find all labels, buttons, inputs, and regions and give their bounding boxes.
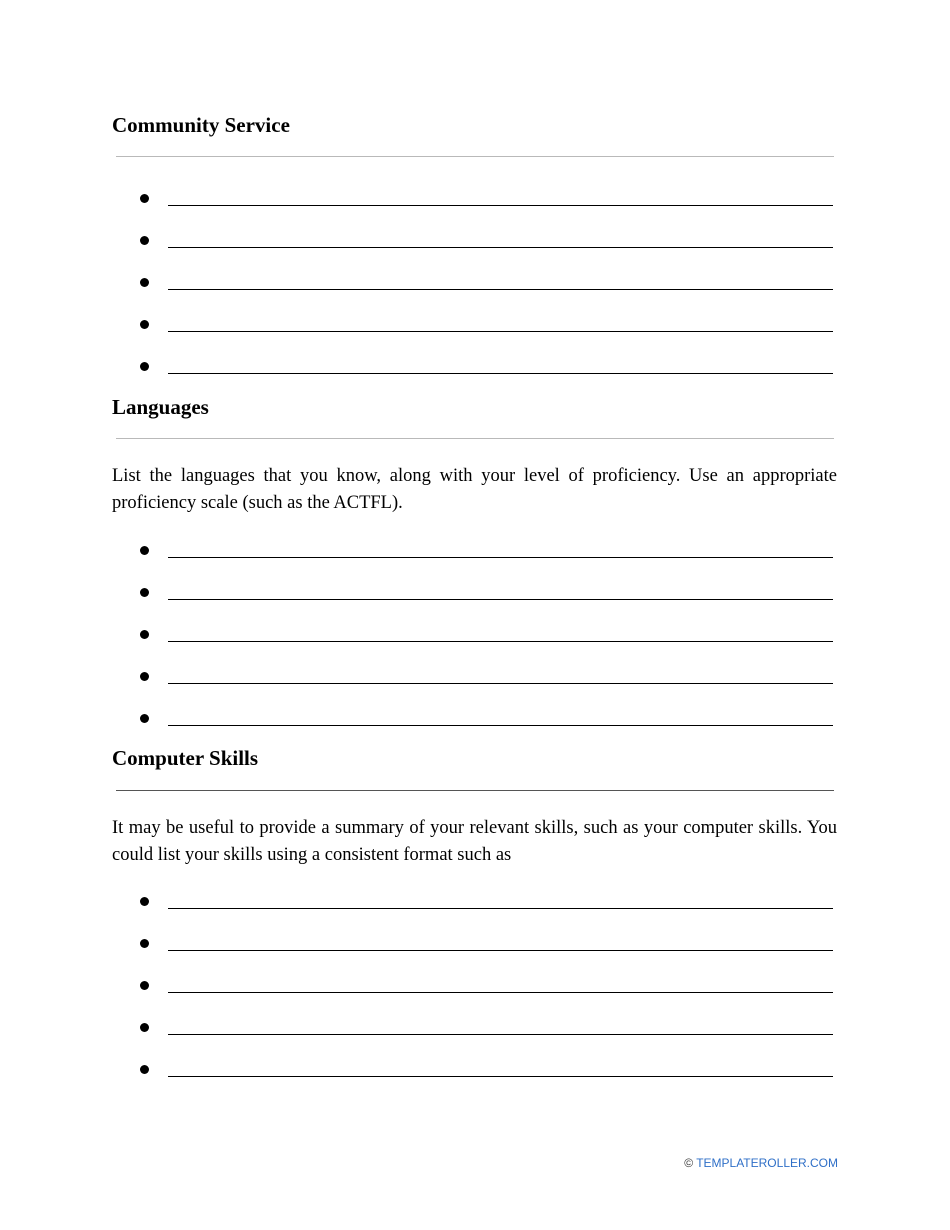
bullet-icon [140, 672, 149, 681]
blank-fill-line[interactable] [168, 683, 833, 684]
blank-fill-line[interactable] [168, 599, 833, 600]
list-item [0, 181, 950, 223]
languages-description: List the languages that you know, along with your level of proficiency. Use an appropriate proficiency scale (such as the ACTFL). [112, 466, 837, 513]
bullet-icon [140, 546, 149, 555]
bullet-icon [140, 236, 149, 245]
section-divider [116, 790, 834, 791]
list-item [0, 884, 950, 926]
list-item [0, 926, 950, 968]
bullet-icon [140, 362, 149, 371]
bullet-icon [140, 588, 149, 597]
blank-fill-line[interactable] [168, 1034, 833, 1035]
blank-fill-line[interactable] [168, 641, 833, 642]
bullet-icon [140, 320, 149, 329]
bullet-icon [140, 939, 149, 948]
blank-fill-line[interactable] [168, 289, 833, 290]
blank-fill-line[interactable] [168, 247, 833, 248]
bullet-icon [140, 194, 149, 203]
bullet-icon [140, 1065, 149, 1074]
list-item [0, 701, 950, 743]
computer-skills-description: It may be useful to provide a summary of your relevant skills, such as your computer skills. You could list your skills using a consistent format such as [112, 818, 837, 865]
list-item [0, 968, 950, 1010]
section-divider [116, 156, 834, 157]
blank-fill-line[interactable] [168, 373, 833, 374]
bullet-icon [140, 981, 149, 990]
copyright-symbol: © [684, 1156, 694, 1170]
blank-fill-line[interactable] [168, 725, 833, 726]
section-divider [116, 438, 834, 439]
list-item [0, 575, 950, 617]
blank-fill-line[interactable] [168, 908, 833, 909]
blank-fill-line[interactable] [168, 557, 833, 558]
blank-fill-line[interactable] [168, 950, 833, 951]
footer-brand-link[interactable]: TEMPLATEROLLER.COM [696, 1156, 838, 1170]
blank-fill-line[interactable] [168, 205, 833, 206]
list-item [0, 617, 950, 659]
section-title-languages: Languages [112, 395, 209, 419]
bullet-icon [140, 714, 149, 723]
list-item [0, 223, 950, 265]
section-title-community-service: Community Service [112, 113, 290, 137]
blank-fill-line[interactable] [168, 992, 833, 993]
bullet-icon [140, 1023, 149, 1032]
list-item [0, 349, 950, 391]
bullet-icon [140, 278, 149, 287]
list-item [0, 533, 950, 575]
bullet-icon [140, 630, 149, 639]
list-item [0, 307, 950, 349]
list-item [0, 1010, 950, 1052]
list-item [0, 659, 950, 701]
blank-fill-line[interactable] [168, 331, 833, 332]
bullet-icon [140, 897, 149, 906]
list-item [0, 1052, 950, 1094]
section-title-computer-skills: Computer Skills [112, 746, 259, 770]
footer-copyright [684, 1156, 838, 1170]
list-item [0, 265, 950, 307]
blank-fill-line[interactable] [168, 1076, 833, 1077]
